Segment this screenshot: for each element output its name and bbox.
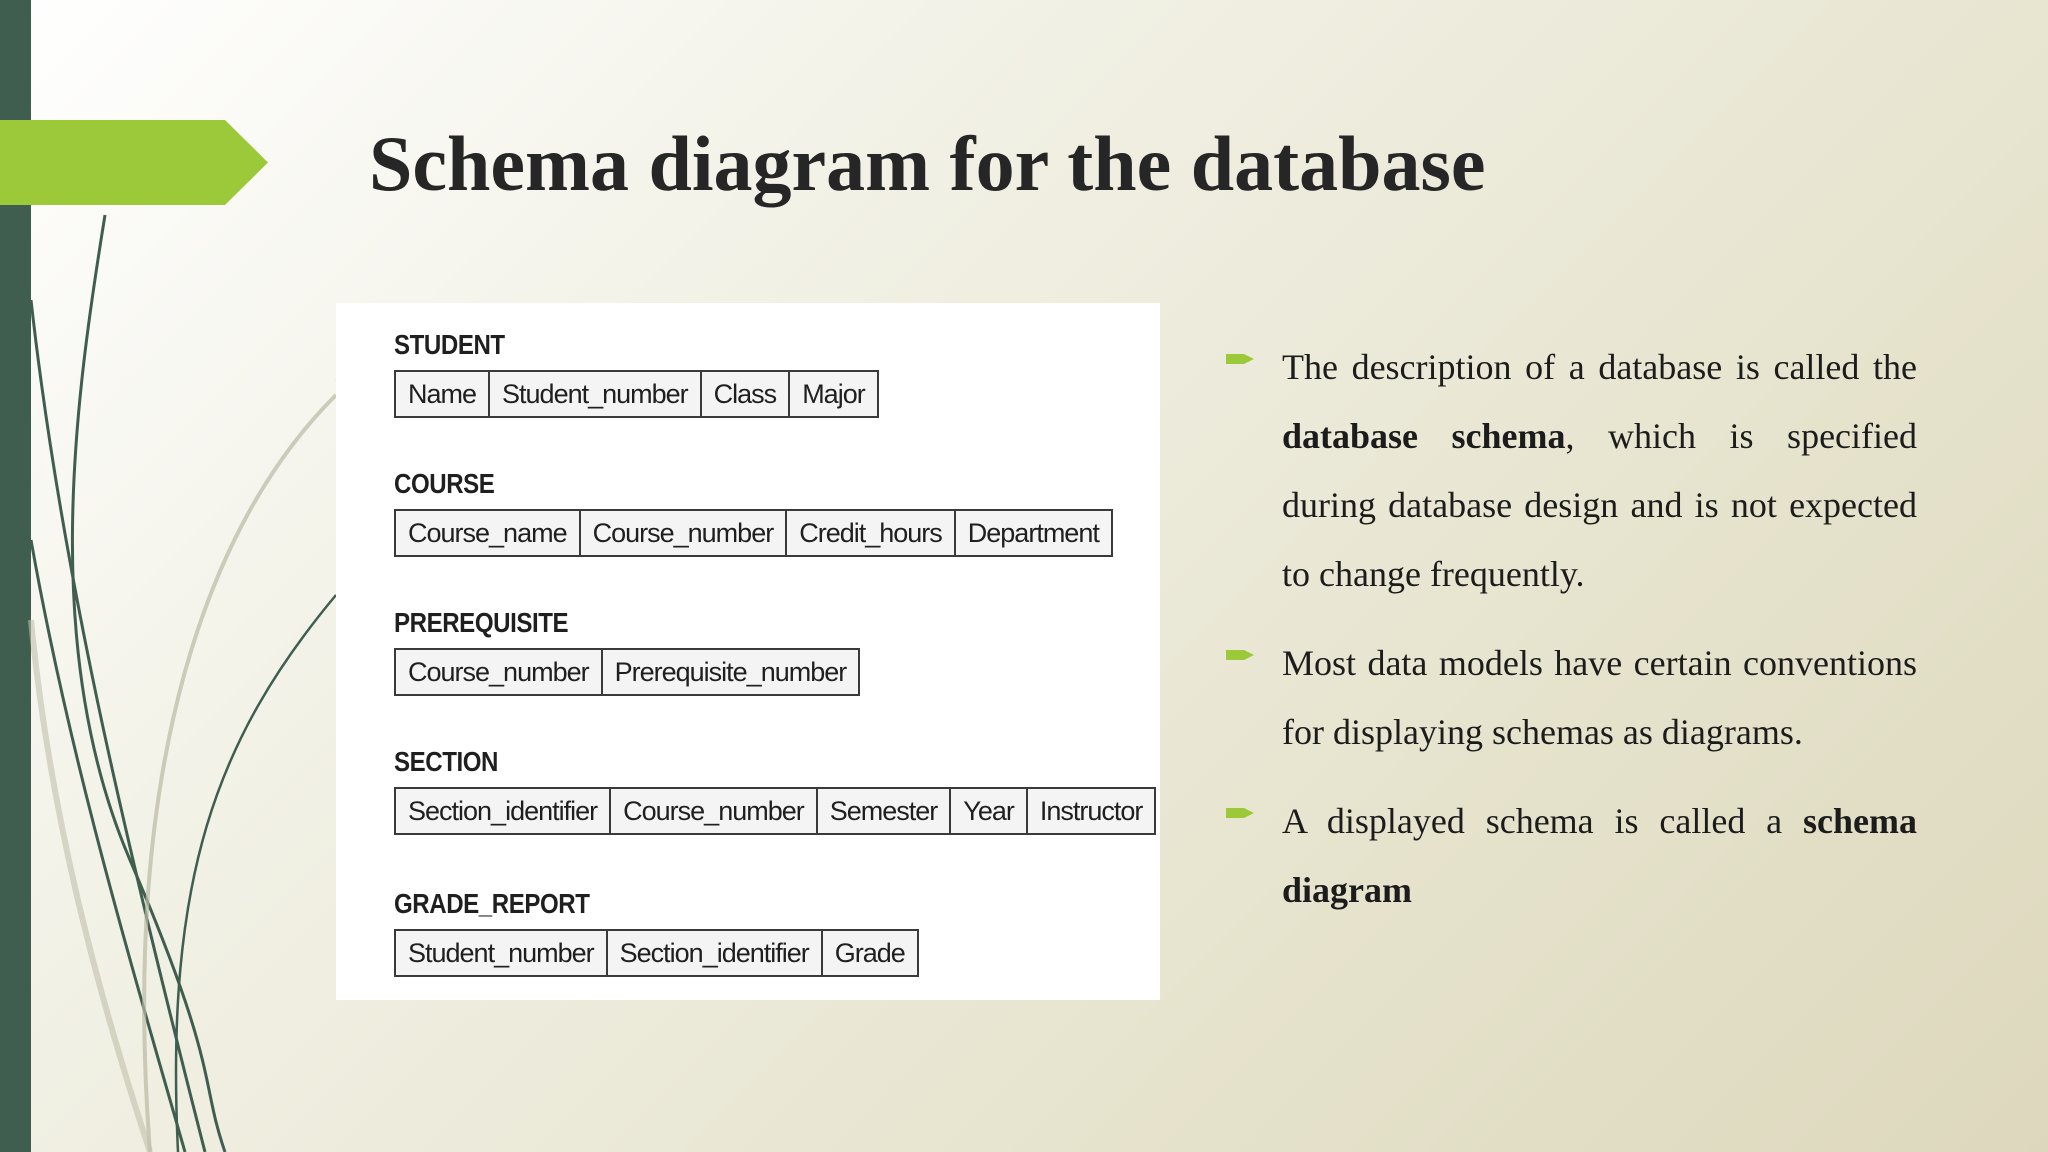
attribute-cell: Course_number <box>579 511 786 555</box>
decor-curve <box>31 620 150 1152</box>
attribute-cell: Grade <box>821 931 917 975</box>
relation-grade-report <box>394 887 919 977</box>
attribute-cell: Course_number <box>609 789 816 833</box>
relation-prerequisite <box>394 606 860 696</box>
attribute-row <box>394 929 919 977</box>
bullet-item <box>1220 787 1917 925</box>
relation-course <box>394 467 1113 557</box>
slide-title: Schema diagram for the database <box>369 120 1486 207</box>
relation-section <box>394 745 1156 835</box>
schema-diagram-image <box>336 303 1160 1000</box>
attribute-cell: Instructor <box>1026 789 1155 833</box>
attribute-cell: Name <box>408 379 477 409</box>
relation-student <box>394 328 879 418</box>
attribute-row <box>394 787 1156 835</box>
attribute-cell: Course_number <box>408 657 589 687</box>
attribute-cell: Section_identifier <box>408 796 598 826</box>
attribute-cell: Section_identifier <box>606 931 821 975</box>
relation-name: COURSE <box>394 468 495 499</box>
decor-curve <box>72 215 225 1152</box>
decor-curve <box>144 395 336 1152</box>
decor-curve <box>176 595 336 1152</box>
relation-name: SECTION <box>394 746 499 777</box>
bullet-text: A displayed schema is called a schema diagram <box>1282 801 1917 910</box>
attribute-cell: Course_name <box>408 518 567 548</box>
bullet-text: Most data models have certain conventions for displaying schemas as diagrams. <box>1282 643 1917 752</box>
attribute-cell: Prerequisite_number <box>601 650 859 694</box>
arrow-bullet-icon <box>1226 351 1256 367</box>
attribute-cell: Major <box>788 372 877 416</box>
bullet-list <box>1220 333 1917 945</box>
decor-curve <box>31 300 205 1152</box>
relation-name: STUDENT <box>394 329 505 360</box>
bullet-item <box>1220 333 1917 609</box>
attribute-cell: Credit_hours <box>785 511 954 555</box>
bullet-text: The description of a database is called the database schema, which is specified during database design and is not expected to change frequently. <box>1282 347 1917 594</box>
attribute-cell: Year <box>949 789 1026 833</box>
arrow-bullet-icon <box>1226 805 1256 821</box>
attribute-row <box>394 509 1113 557</box>
attribute-row <box>394 370 879 418</box>
relation-name: GRADE_REPORT <box>394 888 590 919</box>
attribute-cell: Student_number <box>488 372 700 416</box>
attribute-cell: Department <box>954 511 1111 555</box>
attribute-cell: Semester <box>816 789 950 833</box>
bullet-item <box>1220 629 1917 767</box>
arrow-bullet-icon <box>1226 647 1256 663</box>
relation-name: PREREQUISITE <box>394 607 569 638</box>
decor-curve <box>31 540 185 1152</box>
attribute-row <box>394 648 860 696</box>
attribute-cell: Student_number <box>408 938 594 968</box>
attribute-cell: Class <box>700 372 789 416</box>
title-accent-arrow <box>0 120 268 205</box>
